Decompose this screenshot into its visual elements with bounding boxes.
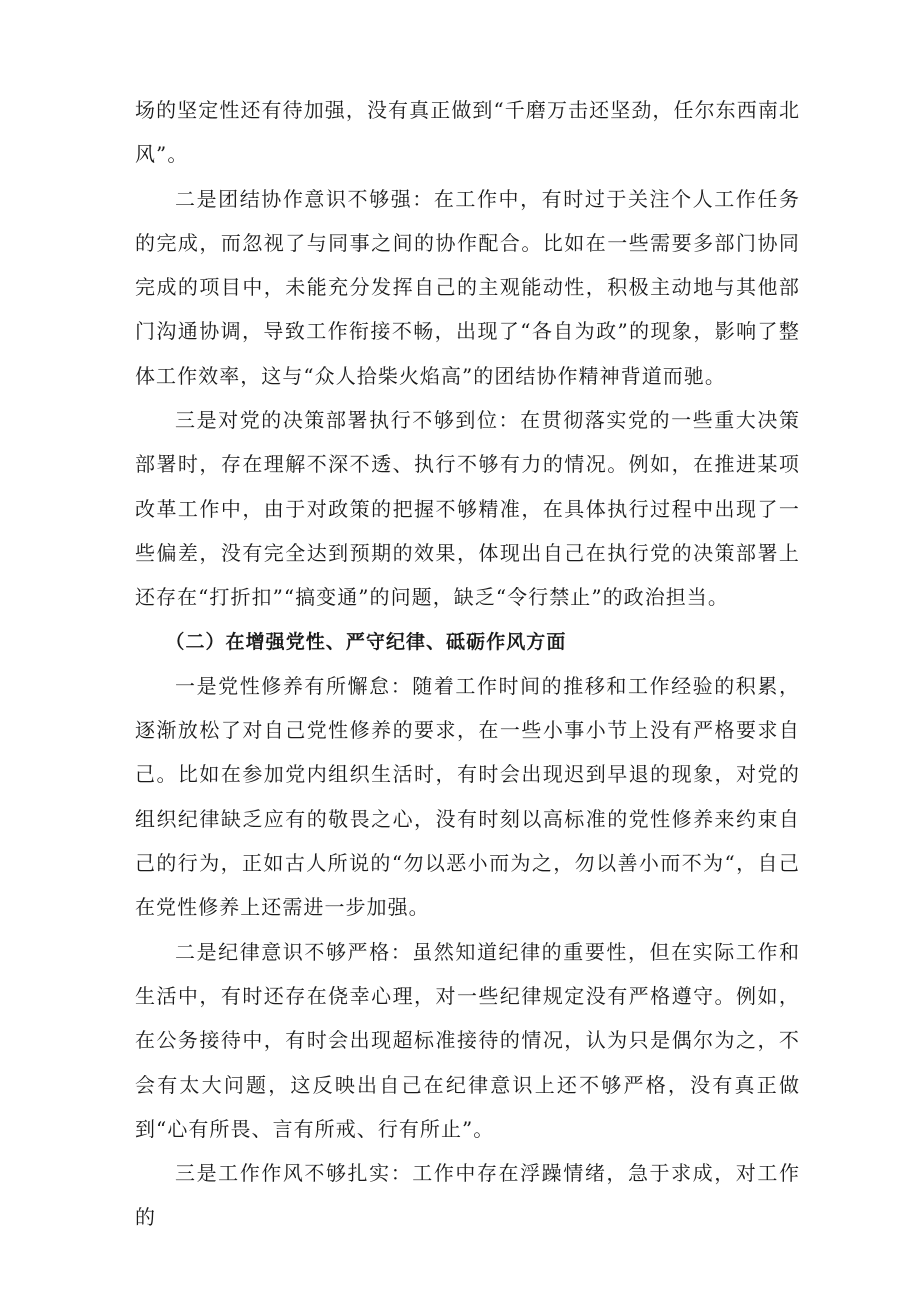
section-heading: （二）在增强党性、严守纪律、砥砺作风方面 [165,630,567,653]
paragraph-teamwork: 二是团结协作意识不够强：在工作中，有时过于关注个人工作任务的完成，而忽视了与同事之间的协作配合。比如在一些需要多部门协同完成的项目中，未能充分发挥自己的主观能动性，积极主动地与其他部门沟通协调，导致工作衔接不畅，出现了“各自为政”的现象，影响了整体工作效率，这与“众人拾柴火焰高”的团结协作精神背道而驰。 [135,186,800,388]
paragraph-continuation: 场的坚定性还有待加强，没有真正做到“千磨万击还坚劲，任尔东西南北风”。 [135,98,800,167]
document-body [135,88,800,1240]
paragraph-work-style: 三是工作作风不够扎实：工作中存在浮躁情绪，急于求成，对工作的 [135,1161,800,1230]
paragraph-decision-execution: 三是对党的决策部署执行不够到位：在贯彻落实党的一些重大决策部署时，存在理解不深不透、执行不够有力的情况。例如，在推进某项改革工作中，由于对政策的把握不够精准，在具体执行过程中出现了一些偏差，没有完全达到预期的效果，体现出自己在执行党的决策部署上还存在“打折扣”“搞变通”的问题，缺乏“令行禁止”的政治担当。 [135,408,800,610]
paragraph-discipline: 二是纪律意识不够严格：虽然知道纪律的重要性，但在实际工作和生活中，有时还存在侥幸心理，对一些纪律规定没有严格遵守。例如，在公务接待中，有时会出现超标准接待的情况，认为只是偶尔为之，不会有太大问题，这反映出自己在纪律意识上还不够严格，没有真正做到“心有所畏、言有所戒、行有所止”。 [135,939,800,1141]
paragraph-party-spirit: 一是党性修养有所懈怠：随着工作时间的推移和工作经验的积累，逐渐放松了对自己党性修养的要求，在一些小事小节上没有严格要求自己。比如在参加党内组织生活时，有时会出现迟到早退的现象，对党的组织纪律缺乏应有的敬畏之心，没有时刻以高标准的党性修养来约束自己的行为，正如古人所说的“勿以恶小而为之，勿以善小而不为“，自己在党性修养上还需进一步加强。 [135,673,800,920]
